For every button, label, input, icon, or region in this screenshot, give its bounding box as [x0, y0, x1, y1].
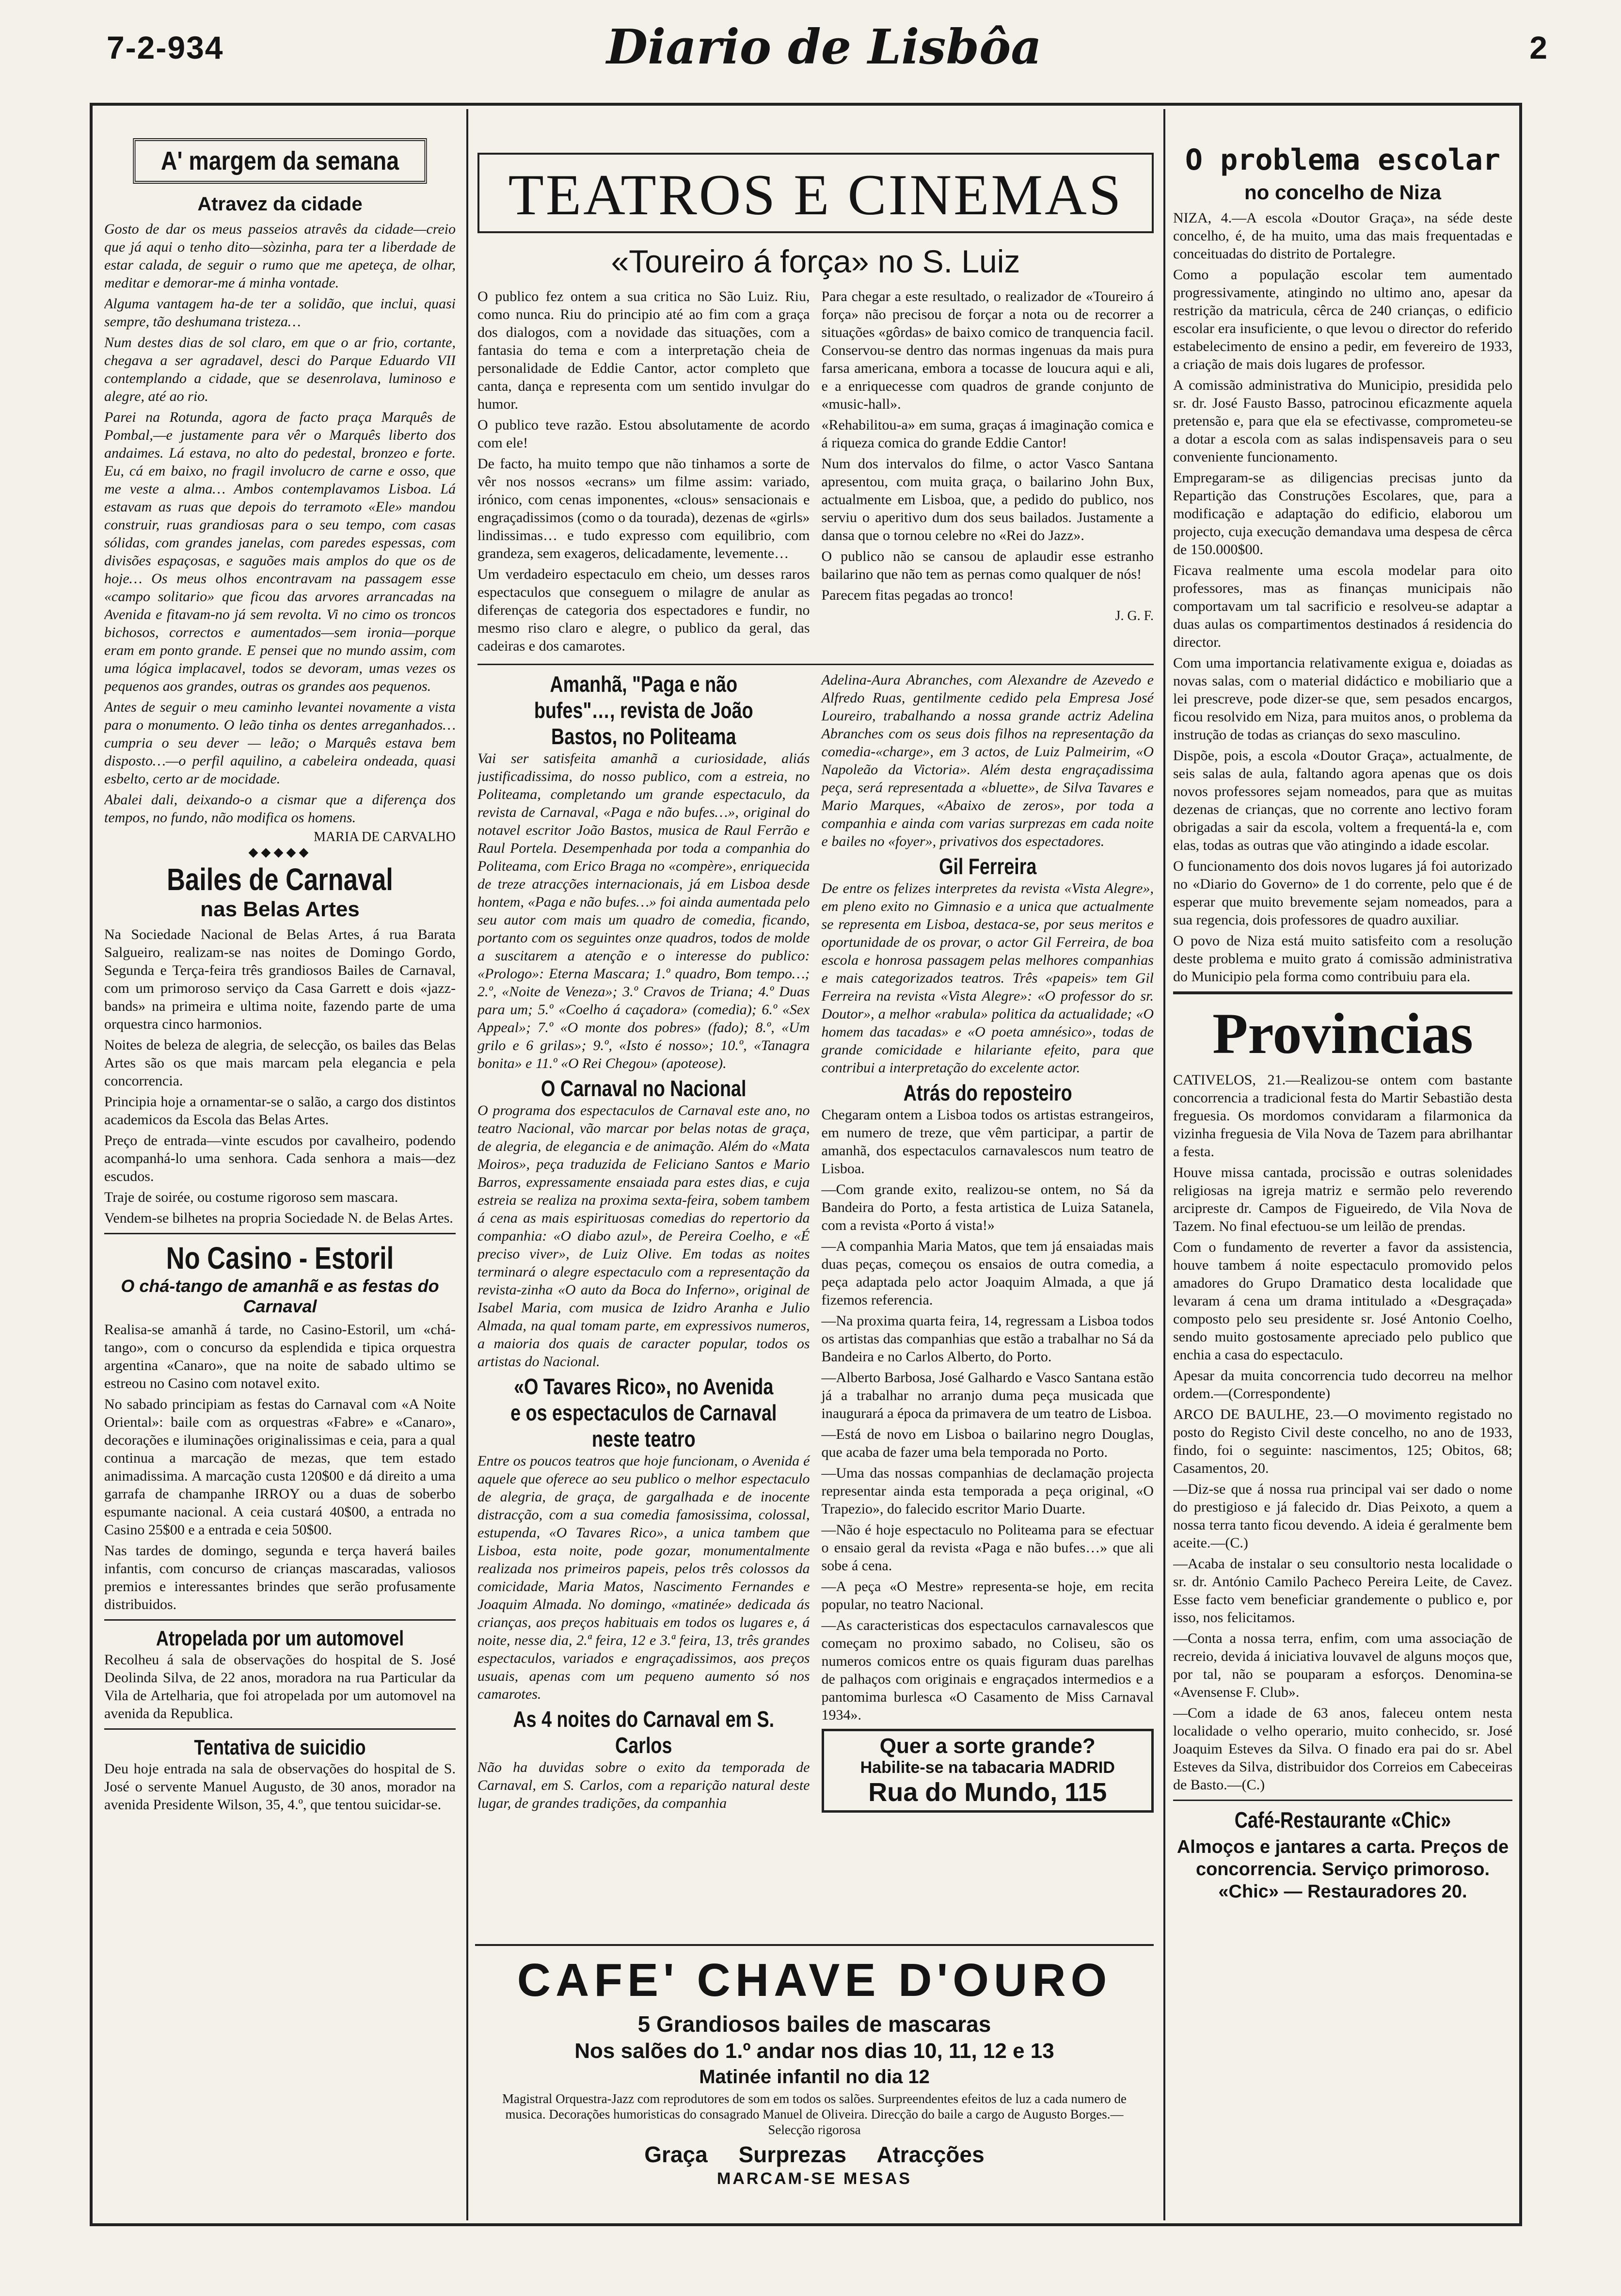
scarlos-body: Não ha duvidas sobre o exito da temporada de Carnaval, em S. Carlos, com a reparição natural deste lugar, de grandes tradições, da companhia — [477, 1759, 810, 1811]
paragraph: —Uma das nossas companhias de declamação projecta representar ainda esta temporada a peça original, «O Trapezio», do falecido escritor Mario Duarte. — [821, 1465, 1154, 1517]
divider — [1173, 1800, 1512, 1801]
page-number: 2 — [1529, 30, 1548, 65]
paragraph: Num dos intervalos do filme, o actor Vasco Santana apresentou, com muita graça, o bailarino John Bux, actualmente em Lisboa, que, a pedido do publico, nos serviu o aperitivo dum dos seus bailados. Justamente a dansa que o tornou celebre no «Rei do Jazz». — [821, 456, 1154, 543]
ad-cafe-line6: MARCAM-SE MESAS — [717, 2169, 912, 2188]
toureiro-col-a — [477, 287, 810, 658]
paragraph: Com uma importancia relativamente exigua e, doiadas as novas salas, com o material didáctico e mobiliario que a lei prescreve, pode dizer-se que, sem pesados encargos, ficou resolvido em Niza, para muitos anos, o problema da instrução de todas as crianças do sexo masculino. — [1173, 655, 1512, 743]
margem-semana-header: A' margem da semana — [133, 138, 427, 184]
bailes-title: Bailes de Carnaval — [167, 862, 393, 897]
author-signature: MARIA DE CARVALHO — [314, 829, 456, 845]
paragraph: Como a população escolar tem aumentado progressivamente, atingindo no ultimo ano, apesar da restrição da matricula, cêrca de 240 crianças, o edificio escolar era insuficiente, o que levou o director do referido estabelecimento de ensino a pedir, em fevereiro de 1933, a criação de mais dois lugares de professor. — [1173, 267, 1512, 372]
paragraph: Com o fundamento de reverter a favor da assistencia, houve tambem á noite espectaculo promovido pelos amadores do Grupo Dramatico desta localidade que levaram á cena um drama intitulado a «Desgraçada» composto pelo seu presidente sr. José Antonio Coelho, sendo muito gostosamente apreciado pelo publico que enchia a casa do espectaculo. — [1173, 1239, 1512, 1363]
paragraph: «Rehabilitou-a» em suma, graças á imaginação comica e á riqueza comica do grande Eddie Cantor! — [821, 417, 1154, 451]
theatre-news — [477, 671, 1154, 1815]
paragraph: —As caracteristicas dos espectaculos carnavalescos que começam no proximo sabado, no Coliseu, são os numeros comicos entre os quais figuram duas parelhas de palhaços com originais e engraçados intermedios e a pantomima burlesca «O Casamento de Miss Carnaval 1934». — [821, 1617, 1154, 1723]
paga-title: Amanhã, "Paga e não bufes"…, revista de João Bastos, no Politeama — [534, 671, 753, 749]
suicidio-body: Deu hoje entrada na sala de observações do hospital de S. José o servente Manuel Augusto, de 30 anos, morador na avenida Presidente Wilson, 35, 4.º, que tentou suicidar-se. — [104, 1761, 456, 1813]
paragraph: —Não é hoje espectaculo no Politeama para se efectuar o ensaio geral da revista «Paga e não bufes…» que ali sobe á cena. — [821, 1522, 1154, 1574]
divider — [104, 1233, 456, 1234]
paragraph: Noites de beleza de alegria, de selecção, os bailes das Belas Artes são os que mais marcam pela elegancia e pela concorrencia. — [104, 1037, 456, 1089]
divider — [104, 1728, 456, 1730]
suicidio-title: Tentativa de suicidio — [194, 1736, 366, 1759]
paragraph: —Diz-se que á nossa rua principal vai ser dado o nome do prestigioso e já falecido dr. Dias Peixoto, a quem a nossa terra tanto ficou devendo. A ideia é geralmente bem aceite.—(C.) — [1173, 1481, 1512, 1551]
provincias-title: Provincias — [1212, 1001, 1473, 1066]
ad-chic-title: Café-Restaurante «Chic» — [1234, 1807, 1451, 1833]
paragraph: —Conta a nossa terra, enfim, com uma associação de recreio, devida á iniciativa louvavel de alguns moços que, por tal, não se pouparam a esforços. Denomina-se «Avensense F. Club». — [1173, 1630, 1512, 1700]
gil-ferreira-title: Gil Ferreira — [938, 854, 1036, 879]
paragraph: Parei na Rotunda, agora de facto praça Marquês de Pombal,—e justamente para vêr o Marquês liberto dos andaimes. Lá estava, no alto do pedestal, bronzeo e forte. Eu, cá em baixo, no fragil involucro de carne e osso, que me veste a alma… Ambos contemplavamos Lisboa. Lá estavam as ruas que depois do terramoto «Ele» mandou construir, ruas grandiosas para o seu tempo, com casas sólidas, com grandes janelas, com paredes espessas, com divisões espaçosas, e saguões mais amplos do que os de hoje… Os meus olhos encontravam na passagem esse «campo solitario» que ficou das arvores arrancadas na Avenida e fitavam-no já sem revolta. Vi no cimo os troncos bichosos, correctos e aumentados—sem ironia—porque eram em ponto grande. E pensei que no mundo assim, com uma lógica implacavel, todos se devoram, umas vezes os pequenos aos grandes, outras os grandes aos pequenos. — [104, 409, 456, 694]
paragraph: Abalei dali, deixando-o a cismar que a diferença dos tempos, no fundo, não modifica os homens. — [104, 792, 456, 826]
paragraph: —Na proxima quarta feira, 14, regressam a Lisboa todos os artistas das companhias que estão a trabalhar no Sá da Bandeira e no Carlos Alberto, do Porto. — [821, 1313, 1154, 1365]
scarlos-title: As 4 noites do Carnaval em S. Carlos — [513, 1706, 775, 1758]
atropelada-title: Atropelada por um automovel — [156, 1626, 404, 1650]
paragraph: Antes de seguir o meu caminho levantei novamente a vista para o monumento. O leão tinha os dentes arreganhados… cumpria o seu dever — leão; o Marquês estava bem disposto…—o perfil aquilino, a cabeleira ondeada, quasi esbelto, certo ar de mocidade. — [104, 699, 456, 787]
column-rule-2 — [1163, 109, 1165, 2220]
paragraph: A comissão administrativa do Municipio, presidida pelo sr. dr. José Fausto Basso, patrocinou eficazmente aquela pretensão e, para que ela se efectivasse, comprometeu-se a dotar a escola com as salas indispensaveis para o seu conveniente funcionamento. — [1173, 377, 1512, 465]
paga-body: Vai ser satisfeita amanhã a curiosidade, aliás justificadissima, do nosso publico, com a estreia, no Politeama, completando um grande espectaculo, da revista de Carnaval, «Paga e não bufes…», original do notavel escritor João Bastos, musica de Raul Ferrão e Raul Portela. Desempenhada por toda a companhia do Politeama, com Erico Braga no «compère», enriquecida de treze atracções internacionais, já em Lisboa desde hontem, «Paga e não bufes…» foi ainda aumentada pelo seu autor com mais um quadro de comedia, ficando, portanto com os seguintes onze quadros, todos de molde a suscitarem a atenção e o interesse do publico: «Prologo»: Eterna Mascara; 1.º quadro, Bom tempo…; 2.º, «Noite de Veneza»; 3.º Cravos de Triana; 4.º Duas para um; 5.º «Coelho á caçadora» (comedia); 6.º «Sex Appeal»; 7.º «O monte dos pobres» (fado); 8.º, «Um grilo e 6 grilas»; 9.º, «Isto é nosso»; 10.º, «Tanagra bonita» e 11.º «O Rei Chegou» (apoteose). — [477, 750, 810, 1071]
paragraph: O publico não se cansou de aplaudir esse estranho bailarino que não tem as pernas como qualquer de nós! — [821, 548, 1154, 582]
gil-ferreira-body: De entre os felizes interpretes da revista «Vista Alegre», em pleno exito no Gimnasio e a unica que actualmente se representa em Lisboa, destaca-se, por seus meritos e oportunidade de os provar, o actor Gil Ferreira, de boa escola e honrosa passagem pelas melhores companhias e mais categorizados teatros. Três «papeis» tem Gil Ferreira na revista «Vista Alegre»: «O professor do sr. Doutor», a melhor «rabula» politica da actualidade; «O homem das tacadas» e «O poeta amnésico», todas de grande comicidade e hilariante efeito, para que contribui a interpretação do excelente actor. — [821, 880, 1154, 1076]
paragraph: —A companhia Maria Matos, que tem já ensaiadas mais duas peças, começou os ensaios de outra comedia, a peça adaptada pelo actor Joaquim Almada, a que já fizemos referencia. — [821, 1238, 1154, 1308]
casino-subtitle: O chá-tango de amanhã e as festas do Carnaval — [121, 1276, 439, 1316]
paragraph: —Alberto Barbosa, José Galhardo e Vasco Santana estão já a trabalhar no arranjo duma peça musicada que inaugurará a época da primavera de um teatro de Lisboa. — [821, 1370, 1154, 1421]
ad-cafe-line3: Matinée infantil no dia 12 — [699, 2066, 930, 2088]
problema-escolar-article — [1173, 209, 1512, 986]
paragraph: Alguma vantagem ha-de ter a solidão, que inclui, quasi sempre, tão deshumana tristeza… — [104, 296, 456, 330]
paragraph: Preço de entrada—vinte escudos por cavalheiro, podendo acompanhá-lo uma senhora. Cada senhora a mais—dez escudos. — [104, 1132, 456, 1184]
ad-cafe-line2: Nos salões do 1.º andar nos dias 10, 11, 12 e 13 — [574, 2039, 1054, 2063]
bailes-subtitle: nas Belas Artes — [200, 897, 360, 921]
paragraph: —Com grande exito, realizou-se ontem, no Sá da Bandeira do Porto, a festa artistica de Luiza Satanela, com a revista «Porto á vista!» — [821, 1181, 1154, 1233]
column-rule-1 — [466, 109, 468, 2220]
ad-cafe-line4: Magistral Orquestra-Jazz com reprodutores de som em todos os salões. Surpreendentes efeitos de luz a cada numero de musica. Decorações humoristicas do consagrado Manuel de Oliveira. Direcção do baile a cargo de Augusto Borges.—Selecção rigorosa — [502, 2091, 1127, 2137]
teatros-banner: TEATROS E CINEMAS — [477, 153, 1154, 233]
paragraph: Realisa-se amanhã á tarde, no Casino-Estoril, um «chá-tango», com o concurso da esplendida e tipica orquestra argentina «Canaro», que na noite de sabado ultimo se estreou no Casino com notavel exito. — [104, 1322, 456, 1391]
paragraph: No sabado principiam as festas do Carnaval com «A Noite Oriental»: baile com as orquestras «Fabre» e «Canaro», decorações e iluminações originalissimas e ceia, para a qual continua a marcação de mezas, que tem estado animadissima. A marcação custa 120$00 e dá direito a uma garrafa de champanhe IRROY ou a duas de soberbo espumante nacional. A ceia custará 40$00, a entrada no Casino 25$00 e a entrada e ceia 50$00. — [104, 1396, 456, 1538]
ad-sorte-line1: Quer a sorte grande? — [879, 1734, 1096, 1758]
theatre-news-col-b — [822, 671, 1154, 1815]
casino-title: No Casino - Estoril — [166, 1241, 394, 1276]
toureiro-signature: J. G. F. — [1115, 608, 1154, 623]
paragraph: Nas tardes de domingo, segunda e terça haverá bailes infantis, com concurso de crianças mascaradas, valiosos premios e interessantes brindes que serão profusamente distribuidos. — [104, 1543, 456, 1612]
newspaper-title: Diario de Lisbôa — [606, 19, 1042, 75]
paragraph: Traje de soirée, ou costume rigoroso sem mascara. — [104, 1189, 398, 1205]
atravez-article — [104, 220, 456, 827]
paragraph: Para chegar a este resultado, o realizador de «Toureiro á força» não precisou de forçar a nota ou de recorrer a situações «gôrdas» de baixo comico de tranquencia facil. Conservou-se dentro das normas ingenuas da mais pura farsa americana, embora a tocasse de loucura aqui e ali, e a enriquecesse com quadros de grande conjunto de «music-hall». — [821, 288, 1154, 412]
carnaval-nacional-body: O programa dos espectaculos de Carnaval este ano, no teatro Nacional, vão marcar por belas notas de graça, de alegria, de elegancia e de animação. Além do «Mata Moiros», peça traduzida de Feliciano Santos e Mario Barros, expressamente ensaiada para estes dias, e cuja estreia se realiza na proxima sexta-feira, sobem tambem á cena as mais espirituosas comedias do repertorio da companhia: «O diabo azul», de Pereira Coelho, e «É preciso viver», de Luiz Olive. Em todas as noites terminará o alegre espectaculo com a representação da revista-zinha «O auto da Boca do Inferno», original de Isabel Maria, com musica de Izidro Aranha e Julio Almada, na qual tomam parte, em expressivos numeros, a maioria dos quais de caracter popular, todos os artistas do Nacional. — [477, 1102, 810, 1370]
ad-chic-body: Almoços e jantares a carta. Preços de concorrencia. Serviço primoroso. «Chic» — Restauradores 20. — [1176, 1837, 1509, 1902]
divider — [477, 664, 1154, 665]
paragraph: Num destes dias de sol claro, em que o ar frio, cortante, chegava a ser agradavel, desci do Parque Eduardo VII contemplando a cidade, que se desenrolava, luminoso e alegre, até ao rio. — [104, 335, 456, 404]
paragraph: O povo de Niza está muito satisfeito com a resolução deste problema e muito grato á comissão administrativa do Municipio pela forma como contribuiu para ela. — [1173, 933, 1512, 985]
theatre-news-col-a — [477, 671, 810, 1815]
scarlos-continued: Adelina-Aura Abranches, com Alexandre de Azevedo e Alfredo Ruas, gentilmente cedido pela Empresa José Loureiro, trabalhando a nossa grande actriz Adelina Abranches com os seus dois filhos na representação da comedia-«charge», em 3 actos, de Luiz Palmeirim, «O Napoleão da Victoria». Além desta engraçadissima peça, será representada a «bluette», de Silva Tavares e Mario Marques, «Abaixo de zeros», por toda a companhia e ainda com varias surprezas em cada noite e bailes no «foyer», privativos dos espectadores. — [821, 672, 1154, 849]
paragraph: NIZA, 4.—A escola «Doutor Graça», na séde deste concelho, é, de ha muito, uma das mais frequentadas e conceituadas do distrito de Portalegre. — [1173, 210, 1512, 262]
paragraph: —A peça «O Mestre» representa-se hoje, em recita popular, no teatro Nacional. — [821, 1578, 1154, 1612]
paragraph: Um verdadeiro espectaculo em cheio, um desses raros espectaculos que conseguem o milagre de anular as diferenças de categoria dos espectadores e fundir, no mesmo riso claro e alegre, o publico da geral, das cadeiras e dos camarotes. — [477, 566, 810, 654]
problema-escolar-title: O problema escolar — [1185, 143, 1501, 177]
paragraph: Principia hoje a ornamentar-se o salão, a cargo dos distintos academicos da Escola das Belas Artes. — [104, 1094, 456, 1128]
paragraph: Empregaram-se as diligencias precisas junto da Repartição das Construções Escolares, que, para a modificação e adaptação do edificio, elaborou um projecto, cuja execução demandava uma despesa de cêrca de 150.000$00. — [1173, 470, 1512, 558]
issue-date: 7-2-934 — [107, 30, 224, 65]
ad-sorte-line3: Rua do Mundo, 115 — [868, 1778, 1107, 1807]
casino-article — [104, 1321, 456, 1613]
ad-cafe-title: CAFE' CHAVE D'OURO — [517, 1954, 1112, 2006]
paragraph: ARCO DE BAULHE, 23.—O movimento registado no posto do Registo Civil deste concelho, no ano de 1933, findo, foi o seguinte: nascimentos, 125; Obitos, 68; Casamentos, 20. — [1173, 1406, 1512, 1476]
paragraph: De facto, ha muito tempo que não tinhamos a sorte de vêr nos nossos «ecrans» um filme assim: variado, irónico, com cenas imponentes, «clous» sensacionais e engraçadissimos (como o da tourada), dezenas de «girls» lindissimas… e tudo expresso com equilibrio, com grandeza, sem exageros, delicadamente, levemente… — [477, 456, 810, 561]
atropelada-body: Recolheu á sala de observações do hospital de S. José Deolinda Silva, de 22 anos, moradora na rua Particular da Vila de Artelharia, que foi atropelada por um automovel na avenida da Republica. — [104, 1652, 456, 1722]
paragraph: —Com a idade de 63 anos, faleceu ontem nesta localidade o velho operario, muito conhecido, sr. José Joaquim Esteves da Silva. O finado era pai do sr. Abel Esteves da Silva, distribuidor dos Correios em Cabeceiras de Basto.—(C.) — [1173, 1705, 1512, 1793]
divider-ornament: ◆◆◆◆◆ — [248, 845, 312, 859]
tavares-title: «O Tavares Rico», no Avenida e os espectaculos de Carnaval neste teatro — [510, 1374, 777, 1451]
paragraph: Vendem-se bilhetes na propria Sociedade N. de Belas Artes. — [104, 1210, 453, 1226]
toureiro-article — [477, 287, 1154, 658]
ad-sorte-grande — [822, 1729, 1154, 1813]
paragraph: O publico teve razão. Estou absolutamente de acordo com ele! — [477, 417, 810, 451]
paragraph: Houve missa cantada, procissão e outras solenidades religiosas na igreja matriz e sermão pelo reverendo arcipreste dr. Campos de Figueiredo, de Vila Nova de Tazem. No final efectuou-se um leilão de prendas. — [1173, 1164, 1512, 1234]
reposteiro-body — [822, 1106, 1154, 1724]
provincias-article — [1173, 1071, 1512, 1794]
atravez-title: Atravez da cidade — [197, 193, 363, 215]
divider — [1173, 991, 1512, 994]
toureiro-col-b — [822, 287, 1154, 658]
tavares-body: Entre os poucos teatros que hoje funcionam, o Avenida é aquele que oferece ao seu publico o melhor espectaculo de alegria, de graça, de gargalhada e de inocente distracção, com a sua comedia famosissima, colossal, estupenda, «O Tavares Rico», a unica tambem que Lisboa, esta noite, pode gozar, monumentalmente realizada nos primeiros papeis, pelos três colossos da comicidade, Maria Matos, Nascimento Fernandes e Joaquim Almada. No domingo, «matinée» dedicada ás crianças, aos preços habituais em todos os lugares e, á noite, nesse dia, 2.ª feira, 12 e 3.ª feira, 13, três grandes espectaculos, variados e engraçadissimos, aos preços usuais, apenas com um pequeno aumento só nos camarotes. — [477, 1453, 810, 1702]
paragraph: Na Sociedade Nacional de Belas Artes, á rua Barata Salgueiro, realizam-se nas noites de Domingo Gordo, Segunda e Terça-feira três grandiosos Bailes de Carnaval, com um primoroso serviço da Casa Garrett e dois «jazz-bands» na primeira e ultima noite, fazendo parte de uma orquestra cinco harmonios. — [104, 926, 456, 1032]
paragraph: Dispõe, pois, a escola «Doutor Graça», actualmente, de seis salas de aula, faltando agora apenas que os dois novos professores sejam nomeados, para que as muitas dezenas de crianças, que no corrente ano lectivo foram obrigadas a sair da escola, voltem a frequentá-la e, com elas, todas as outras que vão atingindo a idade escolar. — [1173, 748, 1512, 853]
paragraph: O publico fez ontem a sua critica no São Luiz. Riu, como nunca. Riu do principio até ao fim com a graça dos dialogos, com a novidade das situações, com a fantasia do tema e com a interpretação cheia de personalidade de Eddie Cantor, actor completo que canta, dança e representa com um sentido invulgar do humor. — [477, 288, 810, 412]
problema-escolar-subtitle: no concelho de Niza — [1244, 181, 1442, 204]
column-center — [477, 114, 1154, 2213]
ad-cafe-line5: Graça Surprezas Atracções — [644, 2142, 985, 2167]
divider — [104, 1619, 456, 1621]
bailes-article — [104, 925, 456, 1227]
column-right — [1173, 114, 1512, 2213]
paragraph: Chegaram ontem a Lisboa todos os artistas estrangeiros, em numero de treze, que vêm participar, a partir de amanhã, dos espectaculos carnavalescos num teatro de Lisboa. — [821, 1107, 1154, 1177]
column-left — [104, 114, 456, 2213]
paragraph: Parecem fitas pegadas ao tronco! — [821, 587, 1014, 603]
paragraph: Ficava realmente uma escola modelar para oito professores, mas as finanças municipais não comportavam um tal sacrificio e resolveu-se adaptar a duas aulas os compartimentos destinados á residencia do director. — [1173, 562, 1512, 650]
ad-sorte-line2: Habilite-se na tabacaria MADRID — [860, 1758, 1115, 1777]
paragraph: Gosto de dar os meus passeios atravês da cidade—creio que já aqui o tenho dito—sòzinha, para ter a liberdade de estar calada, de seguir o rumo que me apeteça, de olhar, meditar e demorar-me á minha vontade. — [104, 221, 456, 291]
paragraph: O funcionamento dos dois novos lugares já foi autorizado no «Diario do Governo» de 1 do corrente, pelo que é de esperar que muito brevemente sejam nomeados, para a sua regencia, dois professores de quadro auxiliar. — [1173, 858, 1512, 928]
paragraph: —Está de novo em Lisboa o bailarino negro Douglas, que acaba de fazer uma bela temporada no Porto. — [821, 1426, 1154, 1460]
reposteiro-title: Atrás do reposteiro — [903, 1080, 1072, 1105]
paragraph: —Acaba de instalar o seu consultorio nesta localidade o sr. dr. António Camilo Pacheco Pereira Leite, de Cavez. Esse facto vem beneficiar grandemente o publico e, por isso, nos felicitamos. — [1173, 1556, 1512, 1626]
toureiro-headline: «Toureiro á força» no S. Luiz — [611, 243, 1020, 279]
paragraph: CATIVELOS, 21.—Realizou-se ontem com bastante concorrencia a tradicional festa do Martir Sebastião desta freguesia. Os mordomos convidaram a filarmonica da vizinha freguesia de Vila Nova de Tazem para abrilhantar a festa. — [1173, 1072, 1512, 1160]
carnaval-nacional-title: O Carnaval no Nacional — [541, 1076, 747, 1101]
ad-cafe-line1: 5 Grandiosos bailes de mascaras — [637, 2011, 991, 2037]
ad-cafe-chave-ouro — [475, 1944, 1154, 2196]
paragraph: Apesar da muita concorrencia tudo decorreu na melhor ordem.—(Correspondente) — [1173, 1368, 1512, 1402]
